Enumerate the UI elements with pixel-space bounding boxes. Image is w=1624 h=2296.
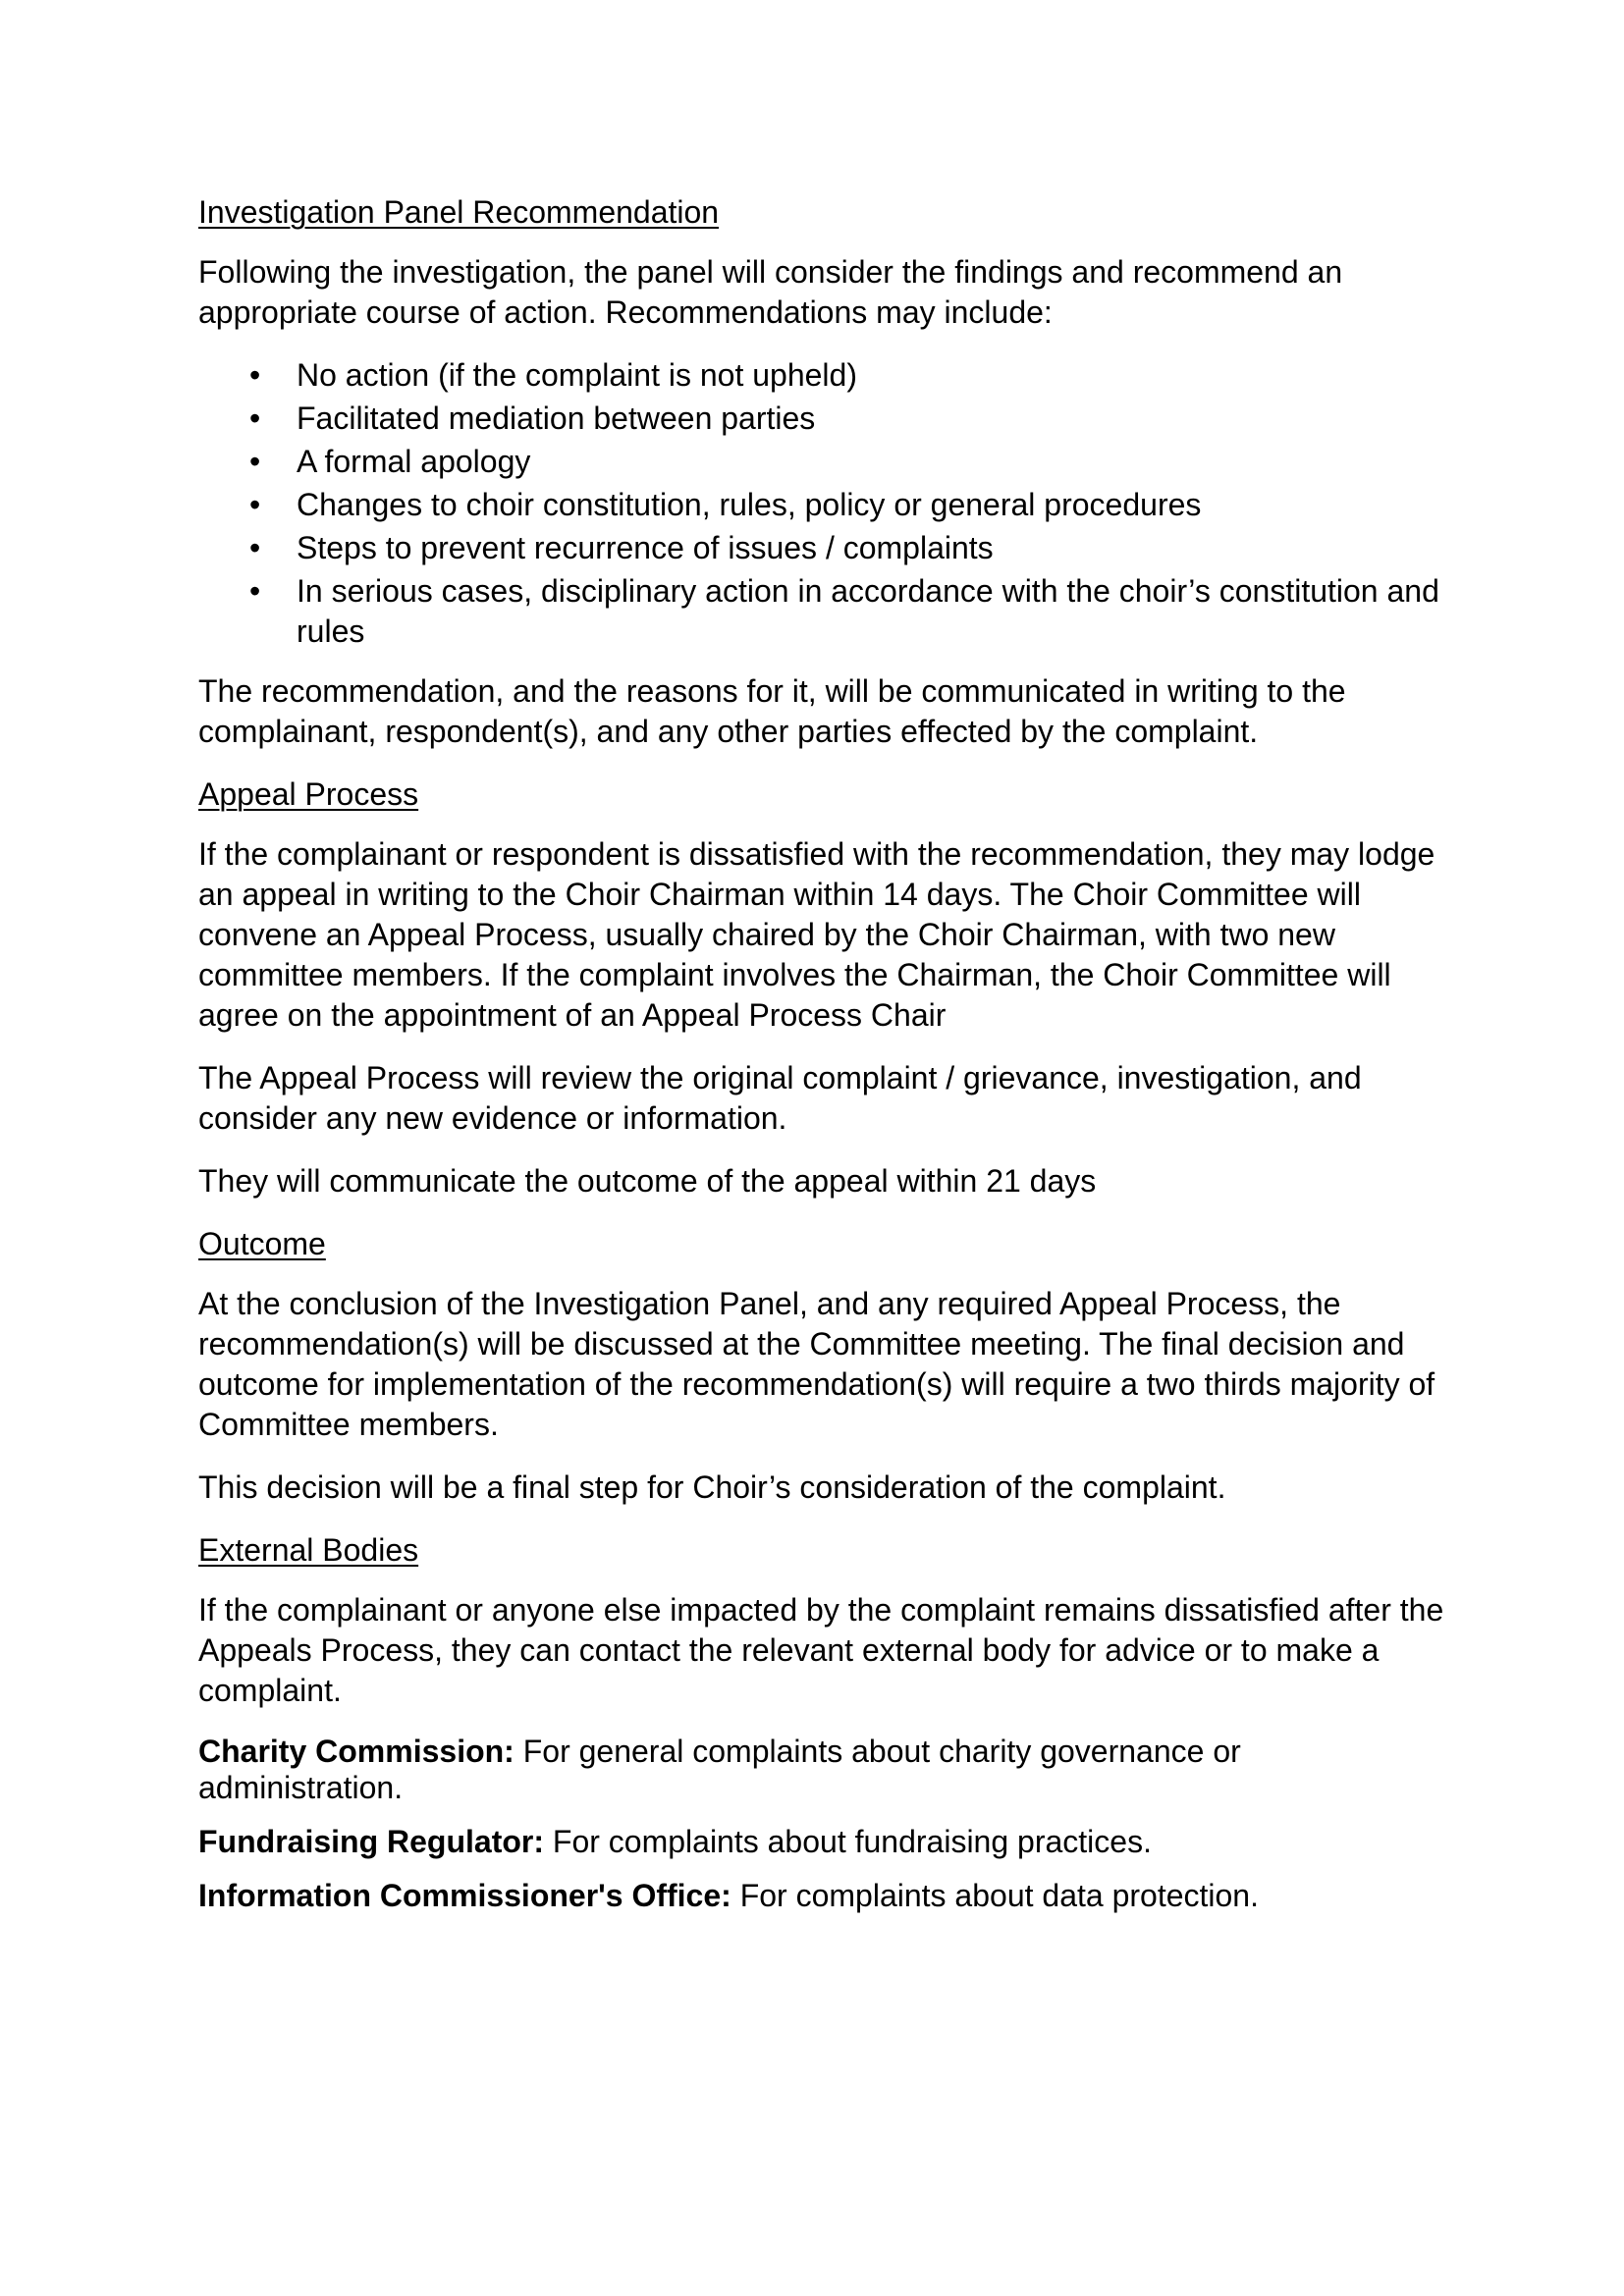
external-body-name: Information Commissioner's Office: <box>198 1878 731 1913</box>
section-heading: Outcome <box>198 1226 326 1261</box>
paragraph: This decision will be a final step for Choir’s consideration of the complaint. <box>198 1469 1226 1505</box>
bullet-icon: • <box>249 530 261 565</box>
paragraph: Following the investigation, the panel will consider the findings and recommend an appropriate course of action. Recommendations may include: <box>198 254 1343 330</box>
section-appeal-process <box>198 774 1445 1201</box>
external-body-description: For complaints about data protection. <box>739 1878 1259 1913</box>
external-body-name: Charity Commission: <box>198 1734 514 1769</box>
section-investigation-panel <box>198 192 1445 752</box>
bullet-icon: • <box>249 400 261 436</box>
paragraph: At the conclusion of the Investigation Panel, and any required Appeal Process, the recommendation(s) will be discussed at the Committee meeting. The final decision and outcome for implementation of the recommendation(s) will require a two thirds majority of Committee members. <box>198 1286 1435 1442</box>
list-item <box>198 528 1445 568</box>
list-item-text: Facilitated mediation between parties <box>297 400 816 436</box>
external-body-entry <box>198 1878 1445 1914</box>
external-body-entry <box>198 1734 1445 1806</box>
paragraph: If the complainant or respondent is dissatisfied with the recommendation, they may lodge an appeal in writing to the Choir Chairman within 14 days. The Choir Committee will convene an Appeal Process, usually chaired by the Choir Chairman, with two new committee members. If the complaint involves the Chairman, the Choir Committee will agree on the appointment of an Appeal Process Chair <box>198 836 1435 1033</box>
list-item-text: Changes to choir constitution, rules, policy or general procedures <box>297 487 1202 522</box>
list-item <box>198 442 1445 482</box>
list-item-text: No action (if the complaint is not upheld) <box>297 357 857 393</box>
list-item-text: In serious cases, disciplinary action in accordance with the choir’s constitution and rules <box>297 573 1439 649</box>
paragraph: They will communicate the outcome of the appeal within 21 days <box>198 1163 1097 1199</box>
paragraph: The Appeal Process will review the original complaint / grievance, investigation, and consider any new evidence or information. <box>198 1060 1362 1136</box>
bullet-icon: • <box>249 357 261 393</box>
recommendation-list <box>198 355 1445 652</box>
section-outcome <box>198 1224 1445 1508</box>
external-body-description: For complaints about fundraising practices. <box>552 1824 1152 1859</box>
external-body-name: Fundraising Regulator: <box>198 1824 544 1859</box>
bullet-icon: • <box>249 444 261 479</box>
section-heading: External Bodies <box>198 1532 419 1568</box>
list-item <box>198 485 1445 525</box>
bullet-icon: • <box>249 573 261 609</box>
list-item-text: A formal apology <box>297 444 531 479</box>
list-item-text: Steps to prevent recurrence of issues / complaints <box>297 530 994 565</box>
paragraph: The recommendation, and the reasons for it, will be communicated in writing to the complainant, respondent(s), and any other parties effected by the complaint. <box>198 673 1346 749</box>
section-external-bodies <box>198 1530 1445 1914</box>
list-item <box>198 399 1445 439</box>
paragraph: If the complainant or anyone else impacted by the complaint remains dissatisfied after the Appeals Process, they can contact the relevant external body for advice or to make a complaint. <box>198 1592 1444 1708</box>
section-heading: Investigation Panel Recommendation <box>198 194 720 230</box>
external-body-entry <box>198 1824 1445 1860</box>
list-item <box>198 355 1445 396</box>
external-body-description: For general complaints about charity governance or administration. <box>198 1734 1241 1805</box>
list-item <box>198 571 1445 652</box>
section-heading: Appeal Process <box>198 776 419 812</box>
bullet-icon: • <box>249 487 261 522</box>
document-page <box>198 192 1445 1932</box>
